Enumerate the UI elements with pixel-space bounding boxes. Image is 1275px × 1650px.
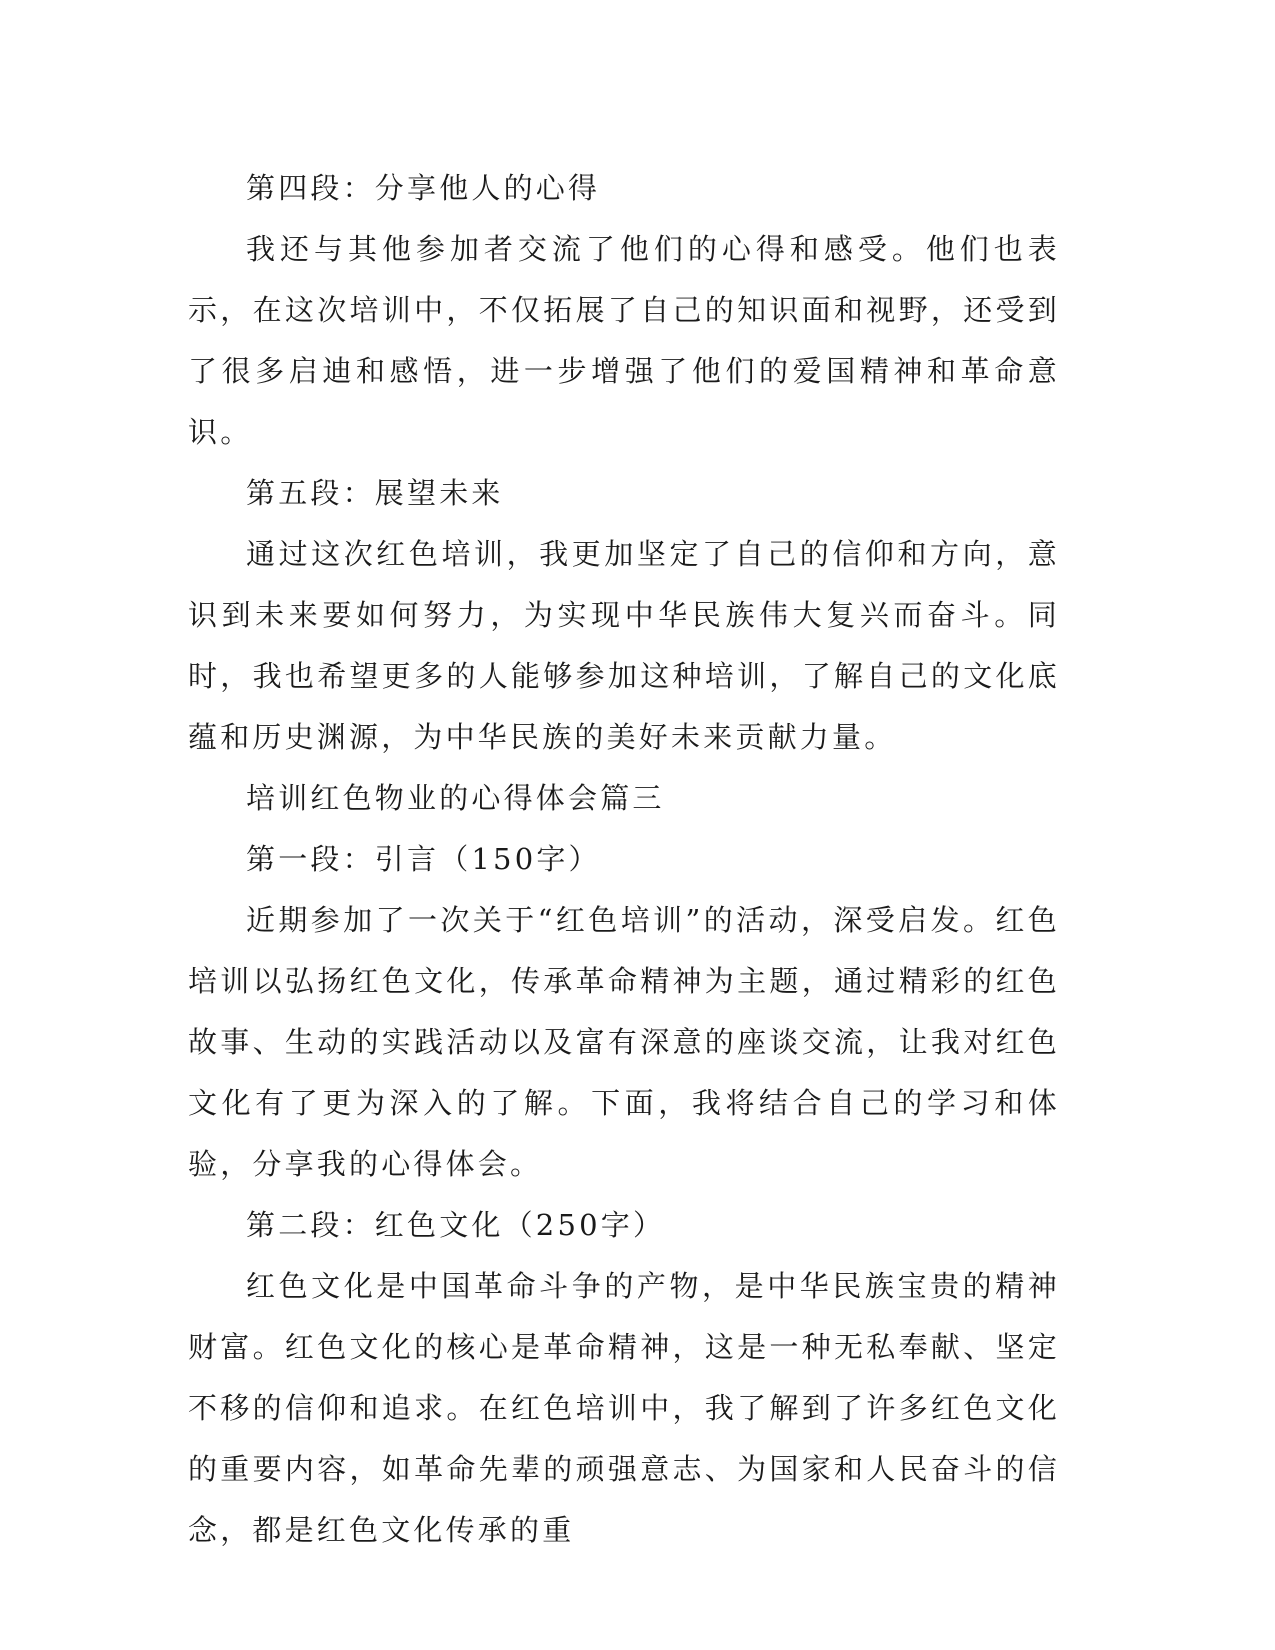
article-title-part-3: 培训红色物业的心得体会篇三: [246, 781, 665, 815]
section-heading-5: 第五段：展望未来: [246, 476, 504, 510]
paragraph-red-culture: 红色文化是中国革命斗争的产物，是中华民族宝贵的精神财富。红色文化的核心是革命精神，这是一种无私奉献、坚定不移的信仰和追求。在红色培训中，我了解到了许多红色文化的重要内容，如革命先辈的顽强意志、为国家和人民奋斗的信念，都是红色文化传承的重: [188, 1269, 1060, 1547]
paragraph-share-insights: 我还与其他参加者交流了他们的心得和感受。他们也表示，在这次培训中，不仅拓展了自己的知识面和视野，还受到了很多启迪和感悟，进一步增强了他们的爱国精神和革命意识。: [188, 232, 1060, 449]
section-heading-2: 第二段：红色文化（250字）: [246, 1208, 666, 1242]
section-heading-4: 第四段：分享他人的心得: [246, 171, 601, 205]
paragraph-introduction: 近期参加了一次关于“红色培训”的活动，深受启发。红色培训以弘扬红色文化，传承革命精神为主题，通过精彩的红色故事、生动的实践活动以及富有深意的座谈交流，让我对红色文化有了更为深入的了解。下面，我将结合自己的学习和体验，分享我的心得体会。: [188, 903, 1060, 1181]
document-body: [188, 158, 1060, 1561]
section-heading-1: 第一段：引言（150字）: [246, 842, 601, 876]
paragraph-future-outlook: 通过这次红色培训，我更加坚定了自己的信仰和方向，意识到未来要如何努力，为实现中华民族伟大复兴而奋斗。同时，我也希望更多的人能够参加这种培训，了解自己的文化底蕴和历史渊源，为中华民族的美好未来贡献力量。: [188, 537, 1060, 754]
